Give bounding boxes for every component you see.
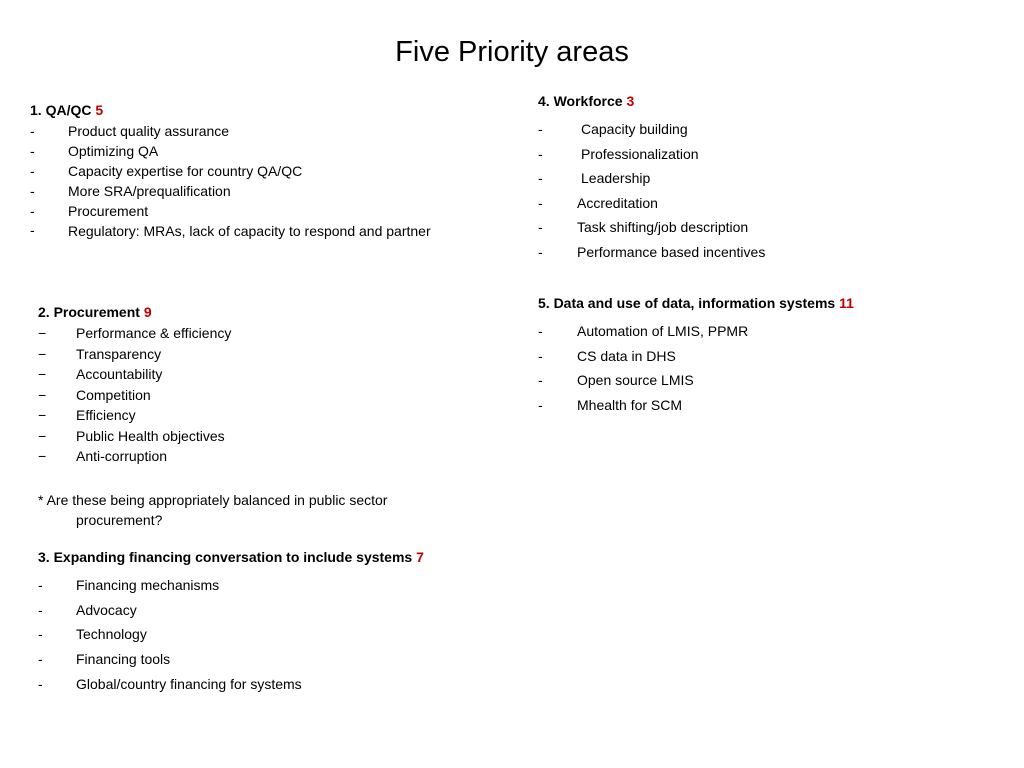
section-workforce — [538, 92, 978, 265]
item-text: Global/country financing for systems — [76, 675, 302, 692]
dash-bullet: - — [30, 163, 35, 179]
dash-bullet: - — [38, 651, 43, 668]
item-text: Competition — [76, 386, 151, 403]
item-text: More SRA/prequalification — [68, 183, 231, 199]
list-item — [38, 323, 458, 344]
list-item — [30, 201, 450, 221]
item-text: Optimizing QA — [68, 143, 159, 159]
heading-text: 2. Procurement — [38, 304, 140, 320]
slide-title: Five Priority areas — [395, 36, 629, 68]
bullet-list — [538, 117, 978, 265]
dash-bullet: − — [38, 366, 47, 382]
list-item — [538, 319, 998, 344]
section-heading — [30, 101, 450, 119]
section-qa-qc — [30, 101, 450, 240]
item-text: Transparency — [76, 345, 162, 362]
item-text: Financing tools — [76, 651, 171, 668]
dash-bullet: - — [538, 347, 543, 364]
bullet-list — [38, 323, 458, 467]
bullet-list — [30, 121, 450, 240]
list-item — [30, 121, 450, 141]
list-item — [38, 598, 468, 623]
priority-count: 5 — [95, 102, 104, 118]
item-text: Task shifting/job description — [577, 219, 749, 236]
priority-count: 7 — [416, 549, 424, 565]
list-item — [38, 573, 468, 598]
dash-bullet: − — [38, 345, 47, 362]
dash-bullet: - — [38, 577, 43, 593]
dash-bullet: - — [30, 203, 35, 219]
list-item — [30, 141, 450, 161]
section-heading — [538, 294, 998, 312]
item-text: Open source LMIS — [577, 372, 694, 389]
item-text: Anti-corruption — [76, 448, 168, 464]
list-item — [538, 117, 978, 142]
item-text: Accreditation — [577, 194, 658, 211]
bullet-list — [38, 573, 468, 697]
list-item — [538, 215, 978, 240]
section-data-systems — [538, 294, 998, 417]
list-item — [538, 240, 978, 265]
list-item — [38, 385, 458, 406]
dash-bullet: − — [38, 427, 47, 444]
dash-bullet: - — [538, 219, 543, 236]
heading-text: 1. QA/QC — [30, 102, 92, 118]
dash-bullet: - — [538, 243, 543, 260]
priority-count: 3 — [626, 93, 635, 109]
list-item — [30, 181, 450, 201]
item-text: Capacity building — [581, 121, 688, 137]
list-item — [538, 191, 978, 216]
dash-bullet: - — [38, 626, 43, 643]
section-procurement — [38, 303, 458, 467]
dash-bullet: - — [538, 372, 543, 389]
section-financing — [38, 548, 468, 697]
item-text: Leadership — [581, 170, 651, 187]
dash-bullet: - — [538, 396, 543, 413]
item-text: Public Health objectives — [76, 427, 225, 444]
list-item — [30, 161, 450, 181]
heading-text: 5. Data and use of data, information systems — [538, 295, 836, 311]
item-text: Technology — [76, 626, 147, 643]
list-item — [30, 221, 450, 240]
item-text: CS data in DHS — [577, 347, 676, 364]
item-text: Financing mechanisms — [76, 577, 220, 593]
dash-bullet: - — [30, 183, 35, 199]
list-item — [538, 344, 998, 369]
item-text: Advocacy — [76, 601, 137, 618]
bullet-list — [538, 319, 998, 417]
section-heading — [38, 548, 468, 566]
dash-bullet: − — [38, 325, 47, 341]
dash-bullet: - — [538, 145, 543, 162]
item-text: Performance based incentives — [577, 243, 766, 260]
dash-bullet: - — [30, 123, 35, 139]
list-item — [38, 672, 468, 697]
list-item — [538, 368, 998, 393]
dash-bullet: - — [538, 323, 543, 339]
procurement-note-block — [38, 490, 458, 530]
item-text: Professionalization — [581, 145, 699, 162]
dash-bullet: - — [538, 194, 543, 211]
dash-bullet: - — [30, 143, 35, 159]
heading-text: 3. Expanding financing conversation to include systems — [38, 549, 413, 565]
item-text: Procurement — [68, 203, 149, 219]
item-text: Performance & efficiency — [76, 325, 232, 341]
dash-bullet: - — [30, 222, 35, 238]
list-item — [538, 166, 978, 191]
dash-bullet: - — [538, 170, 543, 187]
section-heading — [538, 92, 978, 110]
section-heading — [38, 303, 458, 321]
list-item — [38, 426, 458, 447]
dash-bullet: - — [38, 601, 43, 618]
dash-bullet: − — [38, 407, 47, 423]
list-item — [38, 364, 458, 385]
item-text: Accountability — [76, 366, 163, 382]
list-item — [538, 393, 998, 418]
item-text: Regulatory: MRAs, lack of capacity to respond and partner — [68, 223, 431, 239]
heading-text: 4. Workforce — [538, 93, 623, 109]
dash-bullet: - — [38, 675, 43, 692]
list-item — [38, 647, 468, 672]
priority-count: 11 — [839, 295, 854, 311]
item-text: Automation of LMIS, PPMR — [577, 323, 749, 339]
list-item — [38, 344, 458, 365]
item-text: Mhealth for SCM — [577, 396, 683, 413]
list-item — [538, 142, 978, 167]
dash-bullet: − — [38, 386, 47, 403]
item-text: Efficiency — [76, 407, 136, 423]
dash-bullet: − — [38, 448, 47, 464]
procurement-note: * Are these being appropriately balanced in public sector procurement? — [38, 492, 388, 528]
list-item — [38, 446, 458, 467]
item-text: Capacity expertise for country QA/QC — [68, 163, 303, 179]
priority-count: 9 — [143, 304, 152, 320]
dash-bullet: - — [538, 121, 543, 137]
list-item — [38, 405, 458, 426]
list-item — [38, 622, 468, 647]
item-text: Product quality assurance — [68, 123, 230, 139]
